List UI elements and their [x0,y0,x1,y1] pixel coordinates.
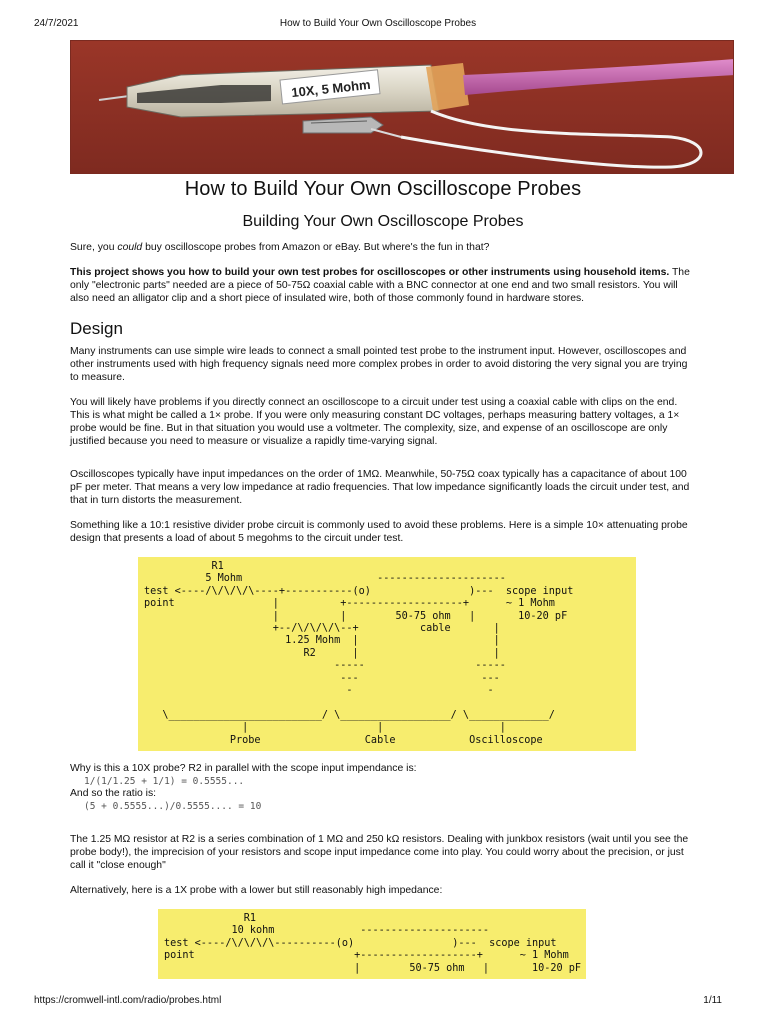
alternative-paragraph: Alternatively, here is a 1X probe with a lower but still reasonably high impedance: [70,885,443,896]
ratio-label: And so the ratio is: [70,788,157,799]
design-paragraph-4: Something like a 10:1 resistive divider probe circuit is commonly used to avoid these problems. Here is a simple 10× attenuating probe design that presents a load of about 5 megohms to the circuit under test. [70,520,688,544]
probe-photo-illustration [71,41,734,174]
print-header [34,18,722,32]
design-paragraph-3: Oscilloscopes typically have input impedances on the order of 1MΩ. Meanwhile, 50-75Ω coax typically has a capacitance of about 100 pF per meter. That means a very low impedance at radio frequencies. That low impedance significantly loads the circuit under test, and that in turn distorts the measurement. [70,469,690,506]
intro-paragraph-1: Sure, you could buy oscilloscope probes from Amazon or eBay. But where's the fun in that? [70,242,490,253]
design-paragraph-2: You will likely have problems if you directly connect an oscilloscope to a circuit under test using a coaxial cable with clips on the end. This is what might be called a 1× probe. If you were only measuring constant DC voltages, perhaps measuring battery voltages, a 1× probe would be fine. But in that situation you would use a voltmeter. The complexity, size, and expense of an oscilloscope are only justified because you need to measure or visualize a rapidly time-varying signal. [70,397,680,447]
article-content [70,176,696,979]
design-heading: Design [70,319,123,338]
ratio-question: Why is this a 10X probe? R2 in parallel with the scope input impendance is: [70,763,417,774]
emphasis-could: could [117,242,143,253]
page-subtitle: Building Your Own Oscilloscope Probes [242,213,524,230]
resistor-paragraph: The 1.25 MΩ resistor at R2 is a series combination of 1 MΩ and 250 kΩ resistors. Dealing with junkbox resistors (wait until you see the probe body!), the imprecision of your resistors and scope input impedance come into play. You could worry about the precision, or just call it "close enough" [70,834,689,871]
print-footer [34,995,722,1009]
print-date: 24/7/2021 [34,18,79,29]
page-title: How to Build Your Own Oscilloscope Probes [184,178,582,200]
probe-photo [70,40,734,174]
ratio-equation: (5 + 0.5555...)/0.5555.... = 10 [84,800,262,812]
print-title: How to Build Your Own Oscilloscope Probes [279,18,477,29]
page-number: 1/11 [703,995,722,1006]
probe-label: 10X, 5 Mohm [290,76,372,101]
probe-1x-circuit-diagram: R1 10 kohm --------------------- test <----/\/\/\/\----------(o) )--- scope input point +-------------------+ ~ 1 Mohm | 50-75 ohm | 10-20 pF [158,909,586,979]
page-url[interactable]: https://cromwell-intl.com/radio/probes.html [34,995,222,1006]
design-paragraph-1: Many instruments can use simple wire leads to connect a small pointed test probe to the instrument input. However, oscilloscopes and other instruments used with high frequency signals need more complex probes in order to avoid distoring the very signal you are trying to measure. [70,346,688,383]
parallel-equation: 1/(1/1.25 + 1/1) = 0.5555... [84,775,245,787]
intro-paragraph-2: This project shows you how to build your own test probes for oscilloscopes or other instruments using household items. The only "electronic parts" needed are a piece of 50-75Ω coaxial cable with a BNC connector at one end and two small resistors. You will also need an alligator clip and a short piece of insulated wire, both of those commonly found in hardware stores. [70,267,690,304]
probe-10x-circuit-diagram: R1 5 Mohm --------------------- test <----/\/\/\/\----+-----------(o) )--- scope input point | +-------------------+ ~ 1 Mohm | | 50-75 ohm | 10-20 pF +--/\/\/\/\--+ cable | 1.25 Mohm | | R2 | | ----- ----- --- --- - - \_________________________/ \__________________/ \_____________/ | | | Probe Cable Oscilloscope [138,557,636,751]
project-summary-bold: This project shows you how to build your own test probes for oscilloscopes or other instruments using household items. [70,267,670,278]
